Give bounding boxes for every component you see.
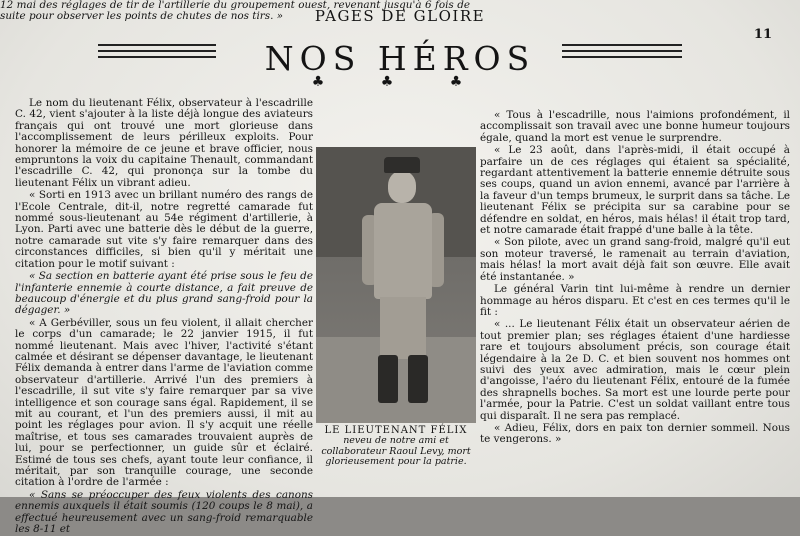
left-paragraph-1: Le nom du lieutenant Félix, observateur à l'escadrille C. 42, vient s'ajouter à la liste déjà longue des aviateurs français qui ont trouvé une mort glorieuse dans l'accomplissement de leurs périlleux exploits. Pour honorer la mémoire de ce jeune et brave officier, nous empruntons la voix du capitaine Thenault, commandant l'escadrille C. 42, qui prononça sur la tombe du lieutenant Félix un vibrant adieu. bbox=[15, 97, 313, 189]
photo-caption-text: neveu de notre ami et collaborateur Raoul Levy, mort glorieusement pour la patrie. bbox=[321, 435, 471, 467]
right-paragraph-4: Le général Varin tint lui-même à rendre un dernier hommage au héros disparu. Et c'est en ces termes qu'il le fit : bbox=[480, 283, 790, 318]
right-paragraph-5: « ... Le lieutenant Félix était un observateur aérien de tout premier plan; ses réglages étaient d'une hardiesse rare et toujours absolument précis, son courage était légendaire à la 2e D. C. et bien souvent nos hommes ont suivi des yeux avec admiration, mais le cœur plein d'angoisse, l'aéro du lieutenant Félix, entouré de la fumée des shrapnells boches. Sa mort est une lourde perte pour l'armée, pour la Patrie. C'est un soldat vaillant entre tous qui disparaît. Il ne sera pas remplacé. bbox=[480, 318, 790, 422]
left-paragraph-3: « A Gerbéviller, sous un feu violent, il allait chercher le corps d'un camarade; le 22 janvier 1915, il fut nommé lieutenant. Mais avec l'hiver, l'activité s'étant calmée et désirant se dépenser davantage, le lieutenant Félix demanda à entrer dans l'arme de l'aviation comme observateur d'artillerie. Arrivé l'un des premiers à l'escadrille, il sut vite s'y faire remarquer par sa vive intelligence et son courage sans égal. Rapidement, il se mit au courant, et l'un des premiers aussi, il mit au point les réglages pour avion. Il s'y acquit une réelle maîtrise, et tous ses camarades trouvaient auprès de lui, pour se perfectionner, un guide sûr et éclairé. Estimé de tous ses chefs, ayant toute leur confiance, il méritait, par son tranquille courage, une seconde citation à l'ordre de l'armée : bbox=[15, 316, 313, 489]
right-paragraph-2: « Le 23 août, dans l'après-midi, il était occupé à parfaire un de ces réglages qui étaient sa spécialité, regardant attentivement la batterie ennemie détruite sous ses coups, quand un avion ennemi, avancé par l'arrière à la faveur d'un temps brumeux, le surprit dans sa tâche. Le lieutenant Félix se précipita sur sa carabine pour se défendre en soldat, en héros, mais hélas! il était trop tard, et notre camarade était frappé d'une balle à la tête. bbox=[480, 144, 790, 237]
photo-figure-boot-right bbox=[408, 355, 428, 403]
portrait-photo bbox=[316, 147, 476, 423]
photo-figure-head bbox=[388, 171, 416, 203]
photo-figure-kepi bbox=[384, 157, 420, 173]
middle-continuation-text: 12 mai des réglages de tir de l'artillerie du groupement ouest, revenant jusqu'à 6 fois de suite pour observer les points de chutes de nos tirs. » bbox=[0, 0, 470, 23]
section-kicker: PAGES DE GLOIRE bbox=[314, 7, 486, 25]
left-citation-1: « Sa section en batterie ayant été prise sous le feu de l'infanterie ennemie à courte distance, a fait preuve de beaucoup d'énergie et du plus grand sang-froid pour la dégager. » bbox=[15, 270, 313, 317]
right-paragraph-6: « Adieu, Félix, dors en paix ton dernier sommeil. Nous te vengerons. » bbox=[480, 421, 790, 446]
photo-caption-title: LE LIEUTENANT FÉLIX bbox=[324, 425, 468, 436]
page-number: 11 bbox=[753, 27, 772, 42]
photo-figure-boot-left bbox=[378, 355, 398, 403]
left-column bbox=[15, 98, 313, 536]
club-ornaments: ♣ ♣ ♣ bbox=[311, 74, 489, 90]
left-citation-2: « Sans se préoccuper des feux violents des canons ennemis auxquels il était soumis (120 coups le 8 mai), a effectué heureusement avec un sang-froid remarquable les 8-11 et bbox=[15, 488, 313, 536]
left-paragraph-2: « Sorti en 1913 avec un brillant numéro des rangs de l'Ecole Centrale, dit-il, notre regretté camarade fut nommé sous-lieutenant au 54e régiment d'artillerie, à Lyon. Parti avec une batterie dès le début de la guerre, notre camarade sut vite s'y faire remarquer dans des circonstances difficiles, si bien qu'il y méritait une citation pour le motif suivant : bbox=[15, 189, 313, 270]
page-title: NOS HÉROS bbox=[264, 39, 536, 78]
photo-figure-legs bbox=[380, 297, 426, 359]
photo-figure-torso bbox=[374, 203, 432, 299]
right-column bbox=[480, 110, 790, 447]
right-paragraph-1: « Tous à l'escadrille, nous l'aimions profondément, il accomplissait son travail avec une bonne humeur toujours égale, quand la mort est venue le surprendre. bbox=[480, 109, 790, 144]
right-paragraph-3: « Son pilote, avec un grand sang-froid, malgré qu'il eut son moteur traversé, le ramenait au terrain d'aviation, mais hélas! la mort avait déjà fait son œuvre. Elle avait été instantanée. » bbox=[480, 236, 790, 283]
